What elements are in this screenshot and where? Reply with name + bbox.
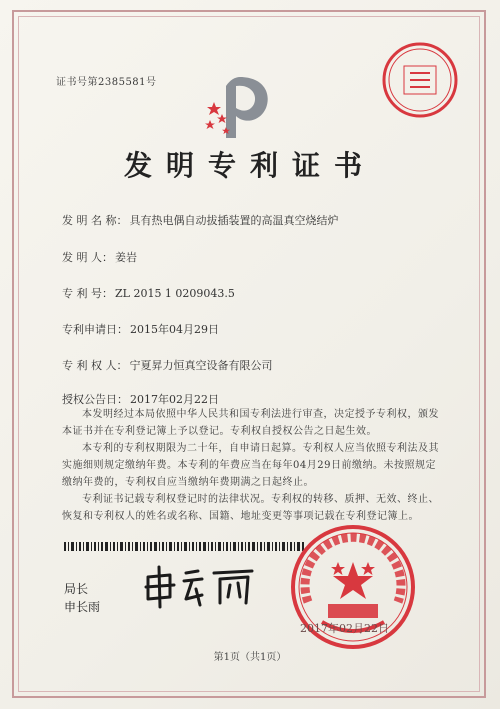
field-application-date bbox=[62, 321, 219, 337]
field-patentee bbox=[62, 357, 273, 373]
field-label: 发 明 名 称： bbox=[62, 214, 128, 227]
field-label: 授权公告日： bbox=[62, 393, 128, 406]
field-label: 专 利 号： bbox=[62, 287, 113, 300]
director-name: 申长雨 bbox=[64, 600, 101, 614]
patent-office-emblem-icon bbox=[200, 72, 280, 142]
field-inventor bbox=[62, 249, 137, 265]
body-paragraph: 专利证书记载专利权登记时的法律状况。专利权的转移、质押、无效、终止、恢复和专利权人的姓名或名称、国籍、地址变更等事项记载在专利登记簿上。 bbox=[62, 494, 439, 522]
director-signature bbox=[140, 565, 260, 610]
document-title: 发明专利证书 bbox=[123, 149, 376, 182]
field-grant-date bbox=[62, 391, 219, 407]
body-paragraph: 本专利的专利权期限为二十年，自申请日起算。专利权人应当依照专利法及其实施细则规定缴纳年费。本专利的年费应当在每年04月29日前缴纳。未按照规定缴纳年费的，专利权自应当缴纳年费期满之日起终止。 bbox=[62, 443, 439, 488]
field-value: ZL 2015 1 0209043.5 bbox=[115, 287, 235, 300]
field-value: 宁夏昇力恒真空设备有限公司 bbox=[129, 359, 273, 372]
certificate-body bbox=[62, 406, 440, 525]
small-seal-icon bbox=[380, 40, 460, 120]
field-value: 具有热电偶自动拔插装置的高温真空烧结炉 bbox=[129, 214, 339, 227]
field-value: 2015年04月29日 bbox=[130, 323, 219, 336]
field-value: 2017年02月22日 bbox=[130, 393, 219, 406]
field-invention-name bbox=[62, 212, 339, 228]
director-title: 局长 bbox=[64, 582, 89, 596]
field-label: 专利申请日： bbox=[62, 323, 128, 336]
seal-date: 2017年02月22日 bbox=[300, 622, 389, 635]
barcode bbox=[64, 542, 304, 551]
field-label: 专 利 权 人： bbox=[62, 359, 128, 372]
field-patent-number bbox=[62, 285, 235, 301]
page-footer: 第1页（共1页） bbox=[213, 652, 287, 663]
field-label: 发 明 人： bbox=[62, 251, 113, 264]
body-paragraph: 本发明经过本局依照中华人民共和国专利法进行审查，决定授予专利权，颁发本证书并在专利登记簿上予以登记。专利权自授权公告之日起生效。 bbox=[62, 409, 439, 437]
certificate-number: 证书号第2385581号 bbox=[56, 77, 157, 88]
field-value: 姜岩 bbox=[115, 251, 137, 264]
